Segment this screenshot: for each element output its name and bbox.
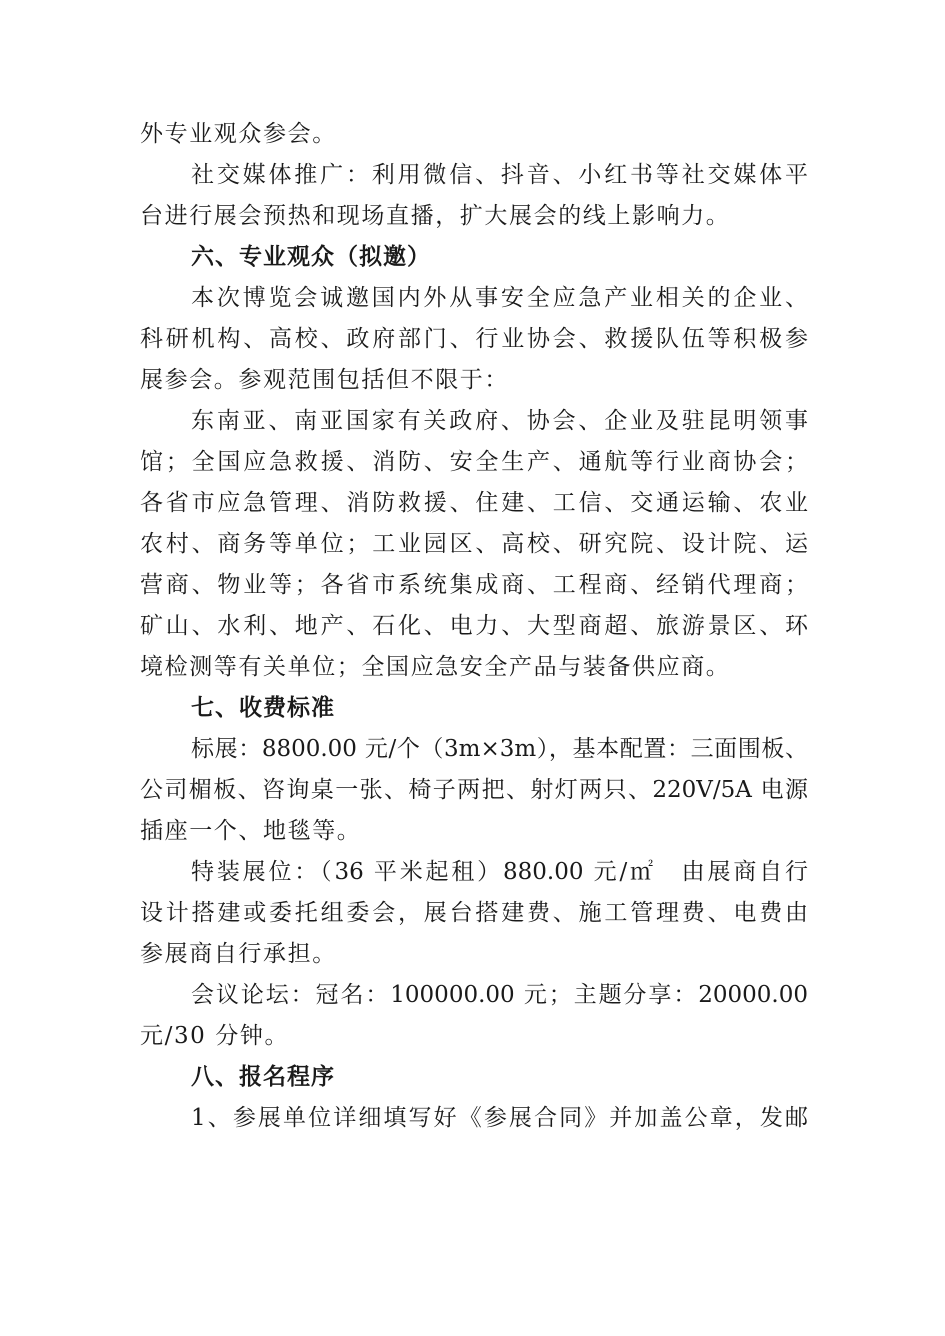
section-heading-7: 七、收费标准 [191, 695, 335, 721]
body-line: 科研机构、高校、政府部门、行业协会、救援队伍等积极参 [140, 326, 808, 352]
body-line: 参展商自行承担。 [140, 941, 337, 967]
body-line: 矿山、水利、地产、石化、电力、大型商超、旅游景区、环 [140, 613, 808, 639]
body-line: 插座一个、地毯等。 [140, 818, 362, 844]
body-line: 特装展位：（36 平米起租）880.00 元/㎡ 由展商自行 [191, 859, 808, 885]
body-line: 展参会。参观范围包括但不限于： [140, 367, 509, 393]
body-line: 境检测等有关单位；全国应急安全产品与装备供应商。 [140, 654, 731, 680]
body-line: 社交媒体推广：利用微信、抖音、小红书等社交媒体平 [191, 162, 808, 188]
body-line: 台进行展会预热和现场直播，扩大展会的线上影响力。 [140, 203, 731, 229]
body-line: 元/30 分钟。 [140, 1023, 290, 1049]
section-heading-8: 八、报名程序 [191, 1064, 335, 1090]
body-line: 标展：8800.00 元/个（3m×3m），基本配置：三面围板、 [191, 736, 808, 762]
body-line: 本次博览会诚邀国内外从事安全应急产业相关的企业、 [191, 285, 808, 311]
document-page [140, 114, 808, 1139]
body-line: 1、参展单位详细填写好《参展合同》并加盖公章，发邮 [191, 1105, 808, 1131]
body-line: 会议论坛：冠名：100000.00 元；主题分享：20000.00 [191, 982, 808, 1008]
body-line: 农村、商务等单位；工业园区、高校、研究院、设计院、运 [140, 531, 808, 557]
body-line: 营商、物业等；各省市系统集成商、工程商、经销代理商； [140, 572, 808, 598]
body-line: 东南亚、南亚国家有关政府、协会、企业及驻昆明领事 [191, 408, 808, 434]
body-line: 公司楣板、咨询桌一张、椅子两把、射灯两只、220V/5A 电源 [140, 777, 808, 803]
body-line: 馆；全国应急救援、消防、安全生产、通航等行业商协会； [140, 449, 808, 475]
body-line: 外专业观众参会。 [140, 121, 337, 147]
body-line: 各省市应急管理、消防救援、住建、工信、交通运输、农业 [140, 490, 808, 516]
body-line: 设计搭建或委托组委会，展台搭建费、施工管理费、电费由 [140, 900, 808, 926]
section-heading-6: 六、专业观众（拟邀） [191, 244, 431, 270]
